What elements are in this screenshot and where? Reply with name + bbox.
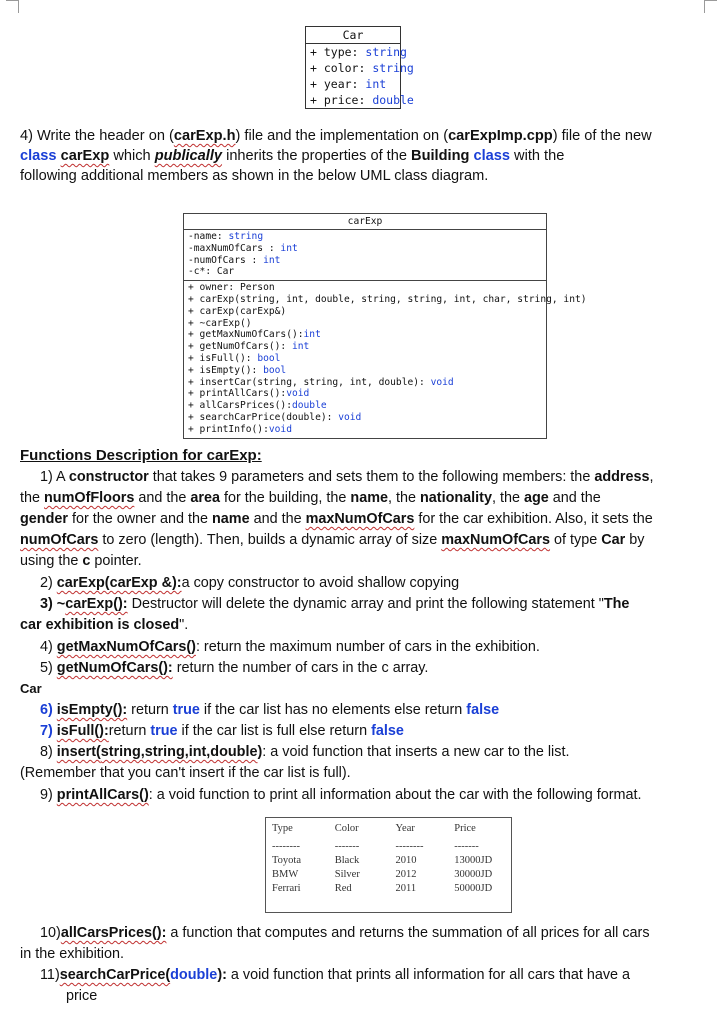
t: constructor [68,469,149,485]
t: 2) [40,575,57,591]
uml-member [306,60,414,76]
t: : return the maximum number of cars in the exhibition. [195,639,540,655]
t: pointer. [90,553,142,569]
uml-member-name: + year: [310,77,366,91]
desc-line-3 [20,509,653,529]
t: that takes 9 parameters and sets them to the following members: the [148,469,595,485]
uml-member-type: double [291,400,327,412]
uml-member [184,424,546,436]
t: to zero (length). Then, builds a dynamic array of size [98,532,442,548]
uml-member-type: void [268,423,292,435]
page-corner-left [6,0,19,13]
t: 7) [40,723,57,739]
t: printAllCars() [56,787,149,803]
t: 11) [40,967,60,983]
table-row [266,868,511,882]
desc-line-8 [20,615,188,635]
page-corner-right [704,0,717,13]
t: isFull(): [56,723,109,739]
t: true [150,723,178,739]
uml-member-name: -numOfCars : [188,254,264,266]
uml-member [184,282,546,294]
t: Car [601,532,626,548]
desc-line-14: (Remember that you can't insert if the car list is full). [20,765,351,781]
uml-member-name: -c*: Car [188,266,235,278]
uml-member [184,293,587,306]
table-dash: -------- [395,841,424,852]
uml-member [184,388,546,400]
t: age [523,490,549,506]
t: name [350,490,388,506]
uml-member-name: + type: [310,45,366,59]
table-cell: Ferrari [272,883,301,894]
t: a copy constructor to avoid shallow copying [181,575,460,591]
table-cell: 50000JD [454,883,493,894]
t: 6) [40,702,57,718]
uml-member-name: + printAllCars(): [188,388,287,400]
uml-member-name: + allCarsPrices(): [188,400,292,412]
uml-member-name: -name: [188,231,229,242]
t: double [170,967,218,983]
uml-member [184,353,546,365]
t: ): [217,967,227,983]
table-header: Type [272,823,293,834]
t: a function that computes and returns the summation of all prices for all cars [166,925,650,941]
t: and the [249,511,306,527]
tail-line-3 [40,965,630,985]
uml-member-type: void [286,388,310,400]
uml-member-type: double [372,93,414,107]
uml-member-name: + price: [310,93,373,107]
uml-member [184,306,546,318]
table-header-row [266,822,511,836]
print-format-table [265,817,512,913]
t: , [649,469,654,485]
uml-member [184,329,546,341]
table-row [266,854,511,868]
uml-member [184,318,546,330]
t: for the building, the [220,490,351,506]
table-header: Year [395,823,415,834]
desc-line-7 [40,594,629,614]
desc-line-15 [40,785,642,805]
uml-member-type: bool [257,352,281,364]
t: return [108,723,151,739]
q4-header-file: carExp.h [173,128,236,144]
t: : a void function to print all information about the car with the following format. [148,787,642,803]
table-cell: Red [334,883,352,894]
uml-member-type: int [291,341,310,353]
t: and the [134,490,191,506]
uml-member-name: + color: [310,61,373,75]
uml-member-type: string [365,45,407,59]
uml-member-type: string [372,61,414,75]
t: return the number of cars in the c array. [172,660,429,676]
t: 8) [40,744,57,760]
uml-member [184,341,546,353]
table-cell: 2010 [395,855,417,866]
t: a void function that prints all information for all cars that have a [226,967,631,983]
car-label: Car [20,681,42,696]
t: , the [491,490,524,506]
t: 3) ~ [40,596,66,612]
uml-member-name: + isFull(): [188,352,258,364]
table-dash: -------- [272,841,300,852]
t: and the [548,490,601,506]
t: car exhibition is closed [20,617,180,633]
desc-line-11 [40,700,499,720]
t: return [127,702,173,718]
t: address [594,469,650,485]
q4-keyword-class: class [20,148,57,164]
uml-member [184,231,546,243]
uml-member-name: + printInfo(): [188,423,269,435]
desc-line-13 [40,742,569,762]
t: ) [257,744,263,760]
uml-member-type: string [228,231,264,242]
t: if the car list has no elements else return [199,702,467,718]
t: allCarsPrices(): [60,925,167,941]
uml-member [184,412,546,424]
uml-member-type: void [338,411,362,423]
t: maxNumOfCars [441,532,551,548]
t: nationality [420,490,492,506]
table-dash-row [266,840,511,854]
uml-member-type: void [430,376,454,388]
t: gender [20,511,68,527]
desc-line-12 [40,721,404,741]
t: insert( [56,744,101,760]
t: 5) [40,660,57,676]
t: using the [20,553,83,569]
uml-member [306,44,407,60]
t: for the owner and the [67,511,212,527]
uml-member-name: + owner: Person [188,282,275,294]
t: 9) [40,787,57,803]
q4-text: with the [510,148,565,164]
t: getNumOfCars(): [56,660,173,676]
uml-member [184,377,546,389]
table-cell: Black [334,855,360,866]
desc-line-9 [40,637,540,657]
desc-line-1 [40,467,654,487]
table-dash: ------- [454,841,479,852]
uml-member [184,266,546,278]
uml-member-type: int [280,242,298,254]
q4-text: inherits the properties of the [222,148,412,164]
t: c [82,553,91,569]
desc-line-4 [20,530,644,550]
q4-publically: publically [154,148,223,164]
uml-member-type: bool [263,364,287,376]
t: 4) [40,639,57,655]
t: carExp(carExp &): [56,575,182,591]
table-cell: 2012 [395,869,417,880]
desc-line-6 [40,573,459,593]
uml-member [184,243,546,255]
table-cell: 30000JD [454,869,493,880]
t: carExp(): [65,596,128,612]
table-row [266,882,511,896]
uml-member [306,76,400,92]
q4-text: ) file and the implementation on ( [235,128,449,144]
question-4 [20,126,710,186]
t: : a void function that inserts a new car to the list. [262,744,570,760]
q4-text: following additional members as shown in the below UML class diagram. [20,168,489,184]
tail-line-4: price [66,988,98,1004]
q4-text: which [109,148,155,164]
table-cell: 13000JD [454,855,493,866]
t: 1) A [40,469,69,485]
uml-car-title: Car [306,27,400,44]
uml-member-name: + isEmpty(): [188,364,264,376]
uml-member-name: + getNumOfCars(): [188,341,292,353]
t: false [466,702,500,718]
desc-line-5 [20,551,142,571]
tail-line-2: in the exhibition. [20,946,125,962]
table-header: Price [454,823,476,834]
uml-member-type: int [365,77,387,91]
uml-public-section [184,281,587,437]
t: if the car list is full else return [177,723,372,739]
uml-member-name: + searchCarPrice(double): [188,411,339,423]
uml-member-name: -maxNumOfCars : [188,242,281,254]
uml-member-name: + insertCar(string, string, int, double): [188,376,431,388]
t: 10) [40,925,61,941]
table-cell: Silver [334,869,360,880]
desc-line-2 [20,488,601,508]
uml-member-name: + carExp(carExp&) [188,305,287,317]
table-header: Color [334,823,359,834]
table-cell: 2011 [395,883,417,894]
t: ". [179,617,189,633]
uml-carexp-title: carExp [184,214,546,230]
t: getMaxNumOfCars() [56,639,196,655]
uml-member-type: int [303,329,321,341]
t: by [625,532,645,548]
q4-text: ) file of the new [552,128,652,144]
t: for the car exhibition. Also, it sets the [414,511,653,527]
t: Destructor will delete the dynamic array and print the following statement " [127,596,604,612]
uml-member-name: + getMaxNumOfCars(): [188,329,304,341]
uml-car-diagram [305,26,414,109]
t: The [603,596,630,612]
t: maxNumOfCars [305,511,415,527]
table-cell: BMW [272,869,299,880]
functions-heading: Functions Description for carExp: [20,447,262,464]
t: false [371,723,404,739]
uml-member [184,365,546,377]
t: string,string,int,double [100,744,258,760]
q4-impl-file: carExpImp.cpp [448,128,553,144]
uml-member-name: + ~carExp() [188,317,252,329]
uml-member-name: + carExp(string, int, double, string, string, int, char, string, int) [188,293,587,305]
t: area [190,490,220,506]
t: numOfFloors [44,490,135,506]
t: searchCarPrice( [59,967,171,983]
t: name [211,511,250,527]
desc-line-10 [40,658,428,678]
tail-line-1 [40,923,650,943]
uml-carexp-diagram [183,213,587,439]
uml-private-section [184,230,546,281]
t: isEmpty(): [56,702,128,718]
table-dash: ------- [334,841,360,852]
t: true [172,702,200,718]
table-cell: Toyota [272,855,302,866]
uml-member-type: int [263,254,281,266]
t: numOfCars [20,532,99,548]
q4-text: 4) Write the header on ( [20,128,174,144]
t: the [20,490,45,506]
t: of type [550,532,602,548]
uml-member [306,92,414,108]
q4-building: Building [411,148,470,164]
uml-member [184,400,546,412]
q4-keyword-class: class [473,148,510,164]
q4-class-name: carExp [60,148,110,164]
t: , the [388,490,420,506]
uml-member [184,255,546,267]
